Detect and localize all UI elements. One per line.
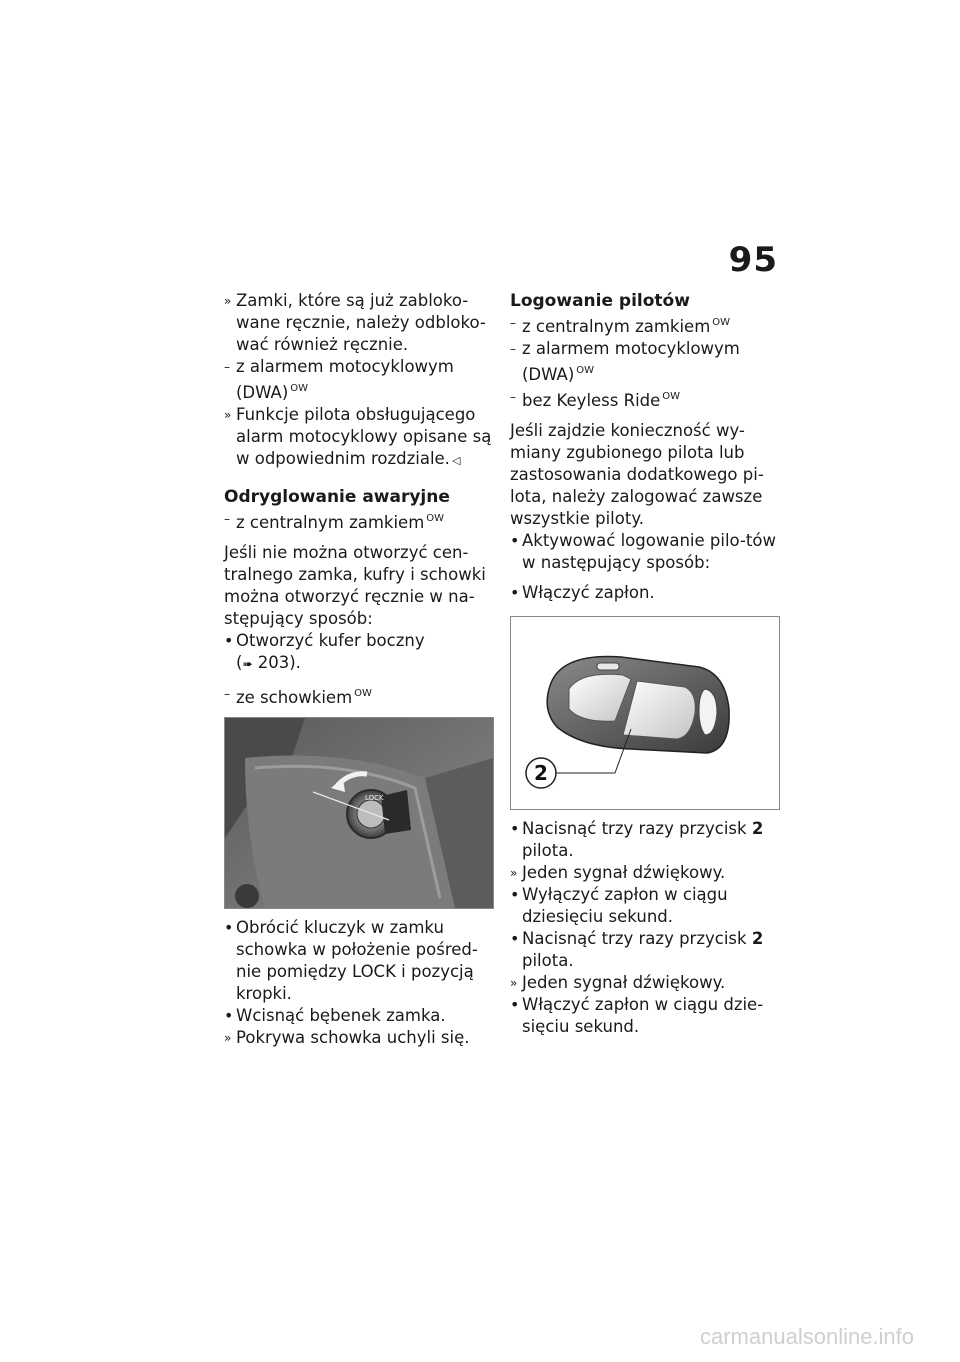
result-marker: » — [510, 976, 518, 990]
bullet-marker: • — [510, 583, 520, 602]
result-item — [224, 290, 492, 356]
result-marker: » — [510, 866, 518, 880]
dash-marker: – — [510, 342, 516, 356]
option-badge: OW — [426, 513, 445, 524]
storage-compartment-lock-figure — [224, 717, 494, 909]
result-text: Jeden sygnał dźwiękowy. — [522, 973, 726, 992]
result-marker: » — [224, 294, 232, 308]
bullet-marker: • — [224, 918, 234, 937]
bullet-marker: • — [510, 885, 520, 904]
bullet-marker: • — [224, 1006, 234, 1025]
paragraph: Jeśli zajdzie konieczność wy-miany zgubionego pilota lub zastosowania dodatkowego pi-lota, należy zalogować zawsze wszystkie piloty. — [510, 421, 764, 528]
step-text: Aktywować logowanie pilo-tów w następujący sposób: — [522, 531, 776, 572]
bullet-marker: • — [510, 819, 520, 838]
step-item — [510, 928, 782, 972]
step-text: Włączyć zapłon w ciągu dzie-sięciu sekund. — [522, 995, 764, 1036]
remote-key-figure — [510, 616, 780, 810]
page-number: 95 — [728, 240, 778, 280]
button-reference-number: 2 — [751, 929, 764, 948]
step-text: Nacisnąć trzy razy przycisk — [522, 929, 747, 948]
step-text: pilota. — [522, 951, 574, 970]
option-badge: OW — [290, 383, 309, 394]
page-reference-link[interactable]: 203). — [257, 653, 301, 672]
lock-label: LOCK — [365, 794, 384, 802]
condition-item — [224, 683, 492, 709]
result-marker: » — [224, 1031, 232, 1045]
step-item: • Otworzyć kufer boczny (➠ 203). — [224, 631, 425, 672]
bullet-marker: • — [510, 531, 520, 550]
dash-marker: – — [510, 316, 516, 330]
end-mark-icon: ◁ — [451, 454, 461, 467]
button-reference-number: 2 — [751, 819, 764, 838]
condition-text: z centralnym zamkiem — [522, 317, 711, 336]
result-text: Jeden sygnał dźwiękowy. — [522, 863, 726, 882]
bullet-marker: • — [224, 631, 234, 650]
condition-text: z alarmem motocyklowym (DWA) — [522, 339, 740, 384]
compartment-illustration — [225, 718, 493, 908]
step-text: Nacisnąć trzy razy przycisk — [522, 819, 747, 838]
bullet-marker: • — [510, 995, 520, 1014]
page-reference-arrow-icon: ➠ — [242, 657, 253, 671]
result-item — [510, 862, 782, 884]
step-item — [224, 917, 492, 1005]
step-item — [510, 994, 782, 1038]
left-column — [224, 290, 492, 1049]
condition-item — [224, 356, 492, 404]
result-item — [510, 972, 782, 994]
step-text: Wcisnąć bębenek zamka. — [236, 1006, 446, 1025]
step-item — [510, 884, 782, 928]
callout-number: 2 — [534, 761, 548, 785]
result-marker: » — [224, 408, 232, 422]
result-item — [224, 1027, 492, 1049]
step-item — [510, 530, 782, 574]
right-column — [510, 290, 782, 1038]
step-text: Obrócić kluczyk w zamku schowka w położenie pośred-nie pomiędzy LOCK i pozycją kropki. — [236, 918, 478, 1003]
condition-item — [224, 508, 492, 534]
paragraph: Jeśli nie można otworzyć cen-tralnego zamka, kufry i schowki można otworzyć ręcznie w na-stępujący sposób: — [224, 543, 486, 628]
remote-key-illustration — [511, 617, 779, 809]
step-item — [510, 818, 782, 862]
watermark: carmanualsonline.info — [700, 1324, 915, 1349]
dash-marker: – — [224, 512, 230, 526]
option-badge: OW — [576, 365, 595, 376]
condition-item — [510, 312, 782, 338]
step-item — [510, 582, 782, 604]
condition-text: z alarmem motocyklowym (DWA) — [236, 357, 454, 402]
section-heading: Odryglowanie awaryjne — [224, 487, 450, 507]
step-text: Włączyć zapłon. — [522, 583, 655, 602]
option-badge: OW — [354, 688, 372, 699]
bullet-marker: • — [510, 929, 520, 948]
result-text: Zamki, które są już zabloko-wane ręcznie, należy odbloko-wać również ręcznie. — [236, 291, 486, 354]
step-item — [224, 1005, 492, 1027]
result-item — [224, 404, 492, 472]
condition-text: z centralnym zamkiem — [236, 513, 425, 532]
condition-text: ze schowkiem — [236, 688, 353, 707]
step-text: Wyłączyć zapłon w ciągu dziesięciu sekund. — [522, 885, 728, 926]
result-text: Funkcje pilota obsługującego alarm motocyklowy opisane są w odpowiednim rozdziale. — [236, 405, 492, 468]
condition-item — [510, 338, 782, 386]
result-text: Pokrywa schowka uchyli się. — [236, 1028, 470, 1047]
dash-marker: – — [510, 390, 516, 404]
condition-item — [510, 386, 782, 412]
section-heading: Logowanie pilotów — [510, 291, 690, 311]
dash-marker: – — [224, 360, 230, 374]
dash-marker: – — [224, 687, 230, 701]
step-text: pilota. — [522, 841, 574, 860]
option-badge: OW — [712, 317, 731, 328]
option-badge: OW — [662, 391, 681, 402]
condition-text: bez Keyless Ride — [522, 391, 661, 410]
step-text: Otworzyć kufer boczny — [236, 631, 425, 650]
